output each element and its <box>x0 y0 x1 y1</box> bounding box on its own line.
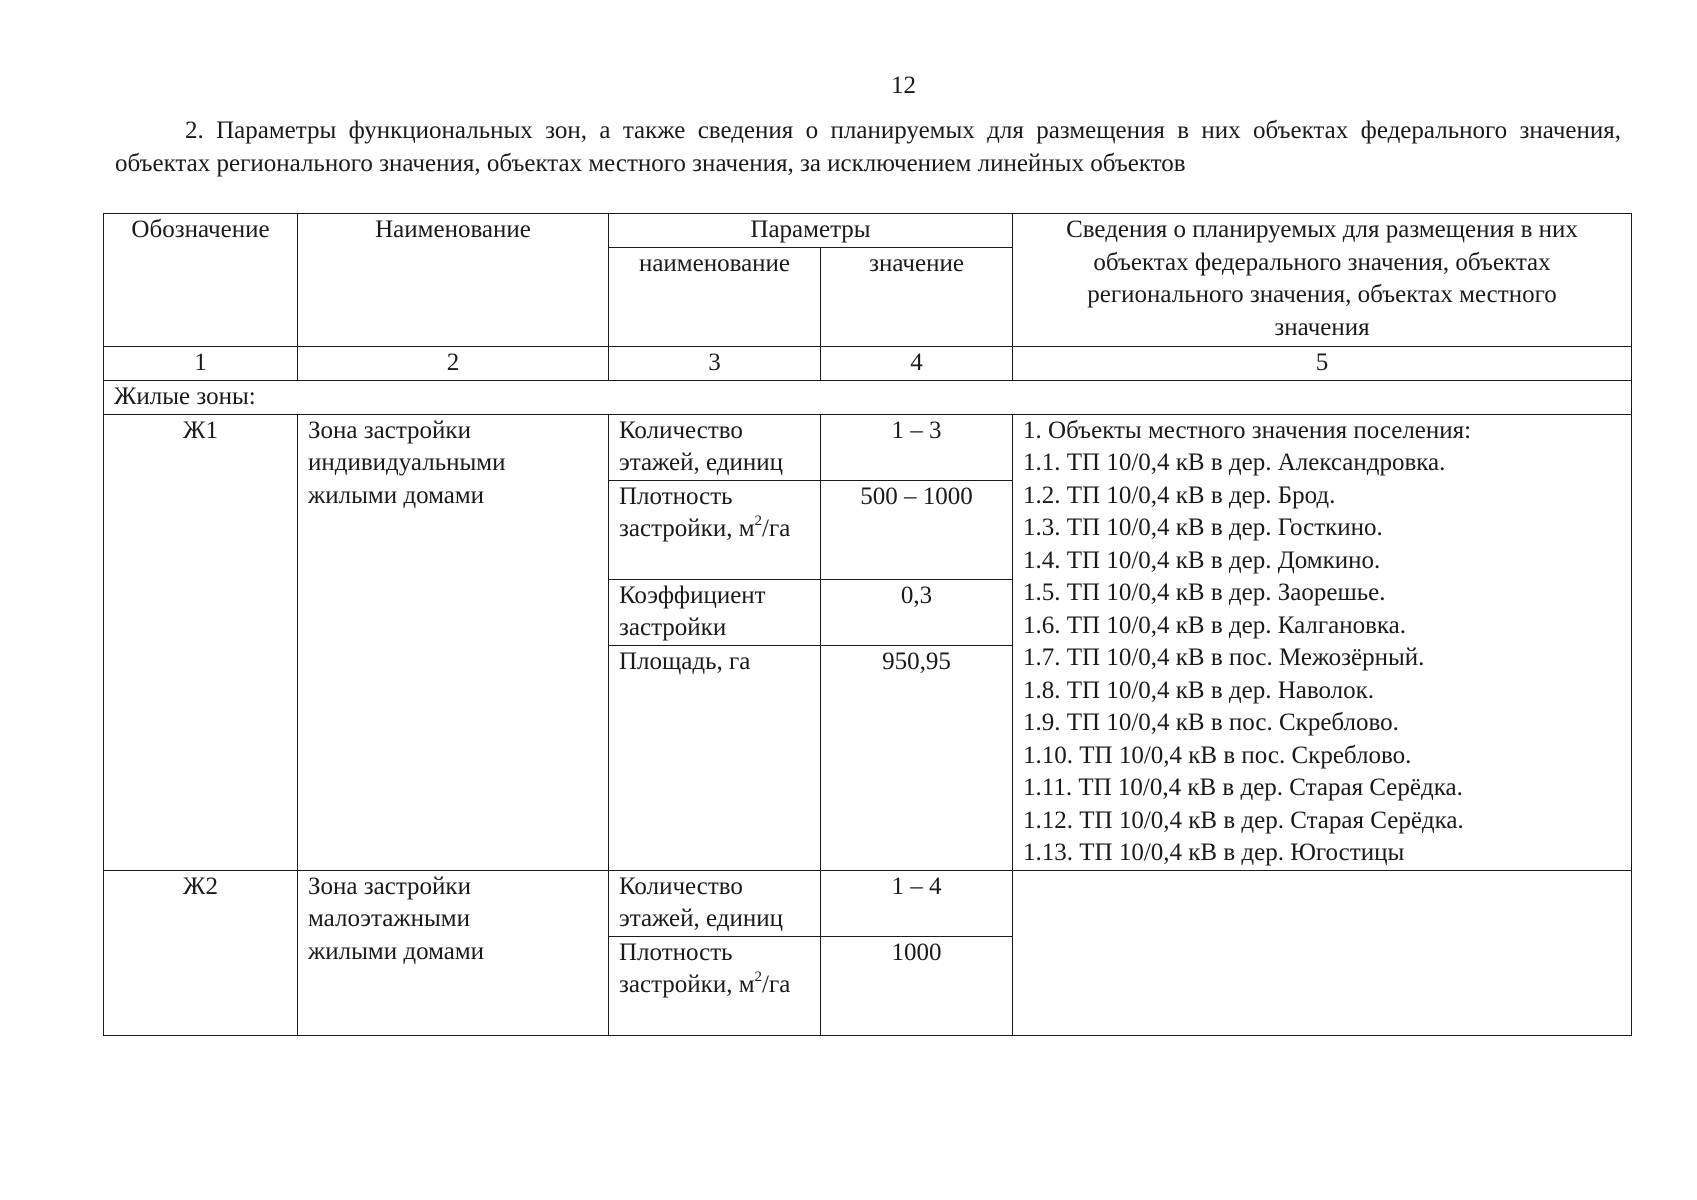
list-item: 1.11. ТП 10/0,4 кВ в дер. Старая Серёдка. <box>1023 774 1463 801</box>
column-number: 1 <box>104 346 298 380</box>
param-name: Количество этажей, единиц <box>609 414 821 480</box>
param-name <box>609 480 821 579</box>
zone-name-text: Зона застройки малоэтажными жилыми домами <box>308 872 485 965</box>
header-info-text: Сведения о планируемых для размещения в них объектах федерального значения, объектах регионального значения, объектах местного значения <box>1066 216 1578 341</box>
param-value: 1 – 3 <box>821 414 1013 480</box>
table-row <box>104 870 1632 936</box>
list-item: 1.8. ТП 10/0,4 кВ в дер. Наволок. <box>1023 676 1375 704</box>
zone-code: Ж2 <box>104 870 298 1035</box>
list-item: 1.2. ТП 10/0,4 кВ в дер. Брод. <box>1023 481 1336 509</box>
list-item: 1.10. ТП 10/0,4 кВ в пос. Скреблово. <box>1023 741 1412 769</box>
list-item: 1.5. ТП 10/0,4 кВ в дер. Заорешье. <box>1023 579 1386 606</box>
section-row <box>104 380 1632 414</box>
zones-table <box>103 213 1632 1036</box>
table-row <box>104 414 1632 480</box>
param-name <box>609 936 821 1035</box>
param-value: 1000 <box>821 936 1013 1035</box>
param-value: 1 – 4 <box>821 870 1013 936</box>
param-name-text: Плотность застройки, м <box>619 938 755 998</box>
param-name-text: Плотность застройки, м <box>619 482 755 542</box>
section-intro: 2. Параметры функциональных зон, а также сведения о планируемых для размещения в них объектах федерального значения, объектах регионального значения, объектах местного значения, за исключением линейных объектов <box>115 117 1621 177</box>
list-item: 1.6. ТП 10/0,4 кВ в дер. Калгановка. <box>1023 611 1407 639</box>
zone-name <box>298 414 609 870</box>
zone-name-text: Зона застройки индивидуальными жилыми домами <box>308 416 506 509</box>
header-info <box>1013 214 1632 347</box>
list-item: 1. Объекты местного значения поселения: <box>1023 416 1472 444</box>
header-parameters: Параметры <box>609 214 1013 248</box>
param-name: Коэффициент застройки <box>609 579 821 645</box>
unit-rest: /га <box>762 971 791 998</box>
list-item: 1.12. ТП 10/0,4 кВ в дер. Старая Серёдка. <box>1023 806 1464 834</box>
list-item: 1.1. ТП 10/0,4 кВ в дер. Александровка. <box>1023 449 1446 476</box>
header-param-name: наименование <box>609 247 821 346</box>
unit-rest: /га <box>762 515 791 542</box>
param-value: 500 – 1000 <box>821 480 1013 579</box>
list-item: 1.9. ТП 10/0,4 кВ в пос. Скреблово. <box>1023 709 1399 736</box>
section-title: Жилые зоны: <box>104 380 1632 414</box>
unit-superscript: 2 <box>754 969 763 985</box>
param-name: Количество этажей, единиц <box>609 870 821 936</box>
param-name: Площадь, га <box>609 645 821 870</box>
planned-objects <box>1013 414 1632 870</box>
column-number: 3 <box>609 346 821 380</box>
param-value: 950,95 <box>821 645 1013 870</box>
unit-superscript: 2 <box>754 513 763 529</box>
param-value: 0,3 <box>821 579 1013 645</box>
planned-objects-empty <box>1013 870 1632 1035</box>
column-number: 2 <box>298 346 609 380</box>
header-param-value: значение <box>821 247 1013 346</box>
column-number: 5 <box>1013 346 1632 380</box>
zone-code: Ж1 <box>104 414 298 870</box>
header-designation: Обозначение <box>104 214 298 347</box>
header-name: Наименование <box>298 214 609 347</box>
list-item: 1.7. ТП 10/0,4 кВ в пос. Межозёрный. <box>1023 644 1425 671</box>
list-item: 1.3. ТП 10/0,4 кВ в дер. Госткино. <box>1023 514 1383 541</box>
column-numbers-row <box>104 346 1632 380</box>
list-item: 1.4. ТП 10/0,4 кВ в дер. Домкино. <box>1023 546 1381 574</box>
zone-name <box>298 870 609 1035</box>
page-number: 12 <box>891 72 916 99</box>
column-number: 4 <box>821 346 1013 380</box>
list-item: 1.13. ТП 10/0,4 кВ в дер. Югостицы <box>1023 839 1405 866</box>
table-header-row <box>104 214 1632 248</box>
